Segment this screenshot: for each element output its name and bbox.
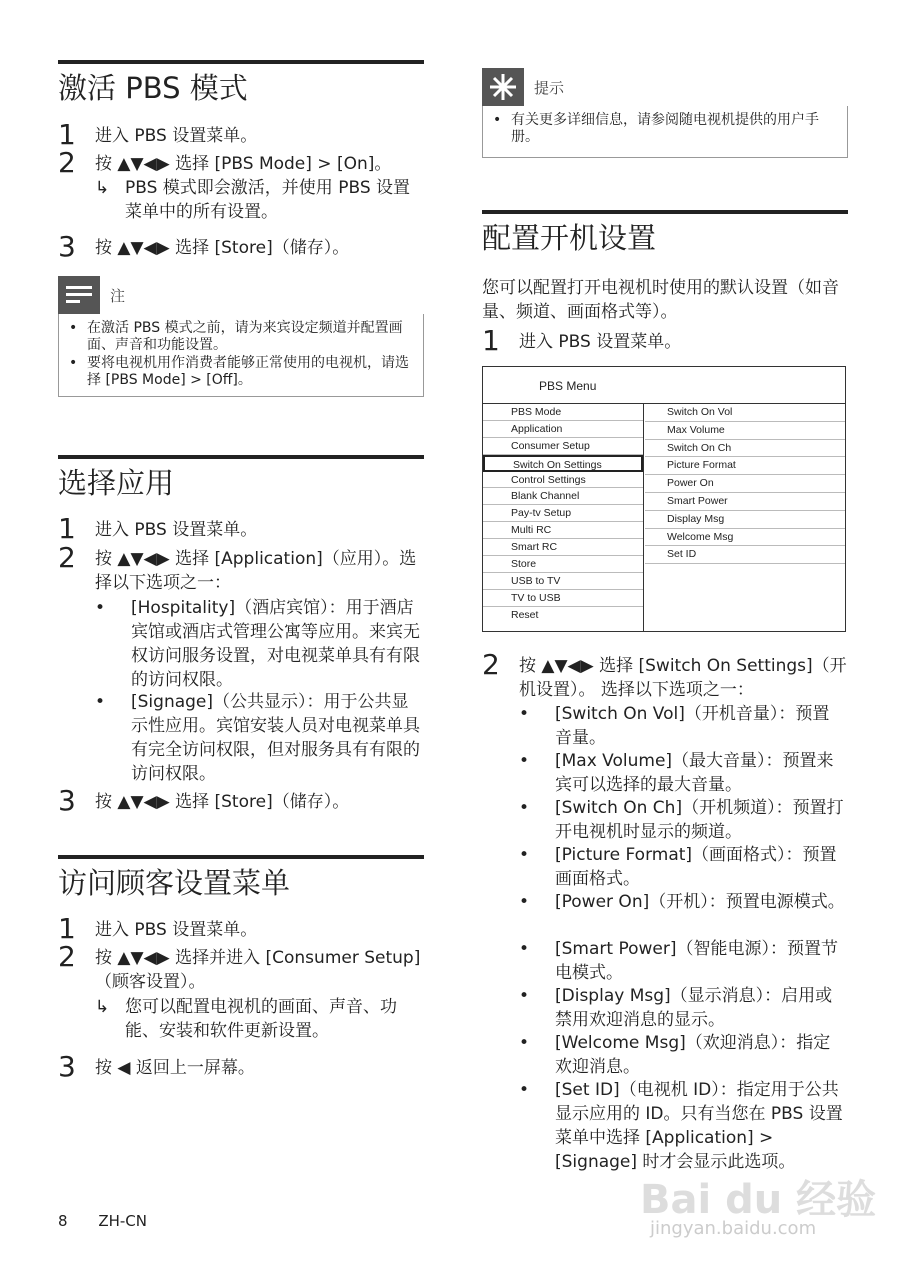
section-title: 访问顾客设置菜单 [58,866,291,900]
watermark-logo: Bai du 经验 [640,1177,877,1223]
menu-right-list [645,404,845,564]
tip-label: 提示 [534,79,565,97]
menu-item-store[interactable]: Store [483,556,643,573]
submenu-item-max-volume[interactable]: Max Volume [645,422,845,440]
tip-item: • 有关更多详细信息，请参阅随电视机提供的用户手册。 [493,112,819,145]
note-label: 注 [110,287,126,305]
section-title: 激活 PBS 模式 [58,71,248,105]
section-switch-on-settings [482,210,848,256]
menu-item-switch-on-settings[interactable]: Switch On Settings [483,455,643,472]
menu-item-smart-rc[interactable]: Smart RC [483,539,643,556]
watermark-url: jingyan.baidu.com [650,1218,817,1239]
page-footer [58,1212,147,1230]
result-arrow-icon: ↳ [95,997,110,1017]
menu-item-pbs-mode[interactable]: PBS Mode [483,404,643,421]
tip-box [482,68,848,158]
menu-item-application[interactable]: Application [483,421,643,438]
menu-item-blank-channel[interactable]: Blank Channel [483,488,643,505]
section-title: 选择应用 [58,466,175,500]
submenu-item-power-on[interactable]: Power On [645,475,845,493]
submenu-item-display-msg[interactable]: Display Msg [645,511,845,529]
result-arrow-icon: ↳ [95,178,110,198]
menu-item-tv-to-usb[interactable]: TV to USB [483,590,643,607]
submenu-item-set-id[interactable]: Set ID [645,546,845,564]
menu-title: PBS Menu [483,367,845,404]
section-select-application [58,455,424,501]
tip-icon [482,68,524,106]
menu-item-reset[interactable]: Reset [511,608,539,621]
menu-item-usb-to-tv[interactable]: USB to TV [483,573,643,590]
note-item: • 在激活 PBS 模式之前，请为来宾设定频道并配置画面、声音和功能设置。 [69,320,403,353]
language-code: ZH-CN [98,1212,147,1230]
submenu-item-picture-format[interactable]: Picture Format [645,457,845,475]
section-consumer-menu [58,855,424,901]
submenu-item-welcome-msg[interactable]: Welcome Msg [645,529,845,547]
menu-item-multi-rc[interactable]: Multi RC [483,522,643,539]
note-icon [58,276,100,314]
section-title: 配置开机设置 [482,221,657,255]
pbs-menu [482,366,846,632]
menu-item-pay-tv-setup[interactable]: Pay-tv Setup [483,505,643,522]
menu-item-consumer-setup[interactable]: Consumer Setup [483,438,643,455]
menu-item-control-settings[interactable]: Control Settings [483,472,643,489]
section-activate-pbs [58,60,424,106]
menu-left-list [483,404,643,624]
intro-text: 您可以配置打开电视机时使用的默认设置（如音量、频道、画面格式等）。 [482,278,839,322]
submenu-item-switch-on-vol[interactable]: Switch On Vol [645,404,845,422]
note-item: • 要将电视机用作消费者能够正常使用的电视机，请选择 [PBS Mode] > [Off]。 [69,355,409,388]
submenu-item-smart-power[interactable]: Smart Power [645,493,845,511]
submenu-item-switch-on-ch[interactable]: Switch On Ch [645,440,845,458]
note-box [58,276,424,397]
page-number: 8 [58,1212,68,1230]
